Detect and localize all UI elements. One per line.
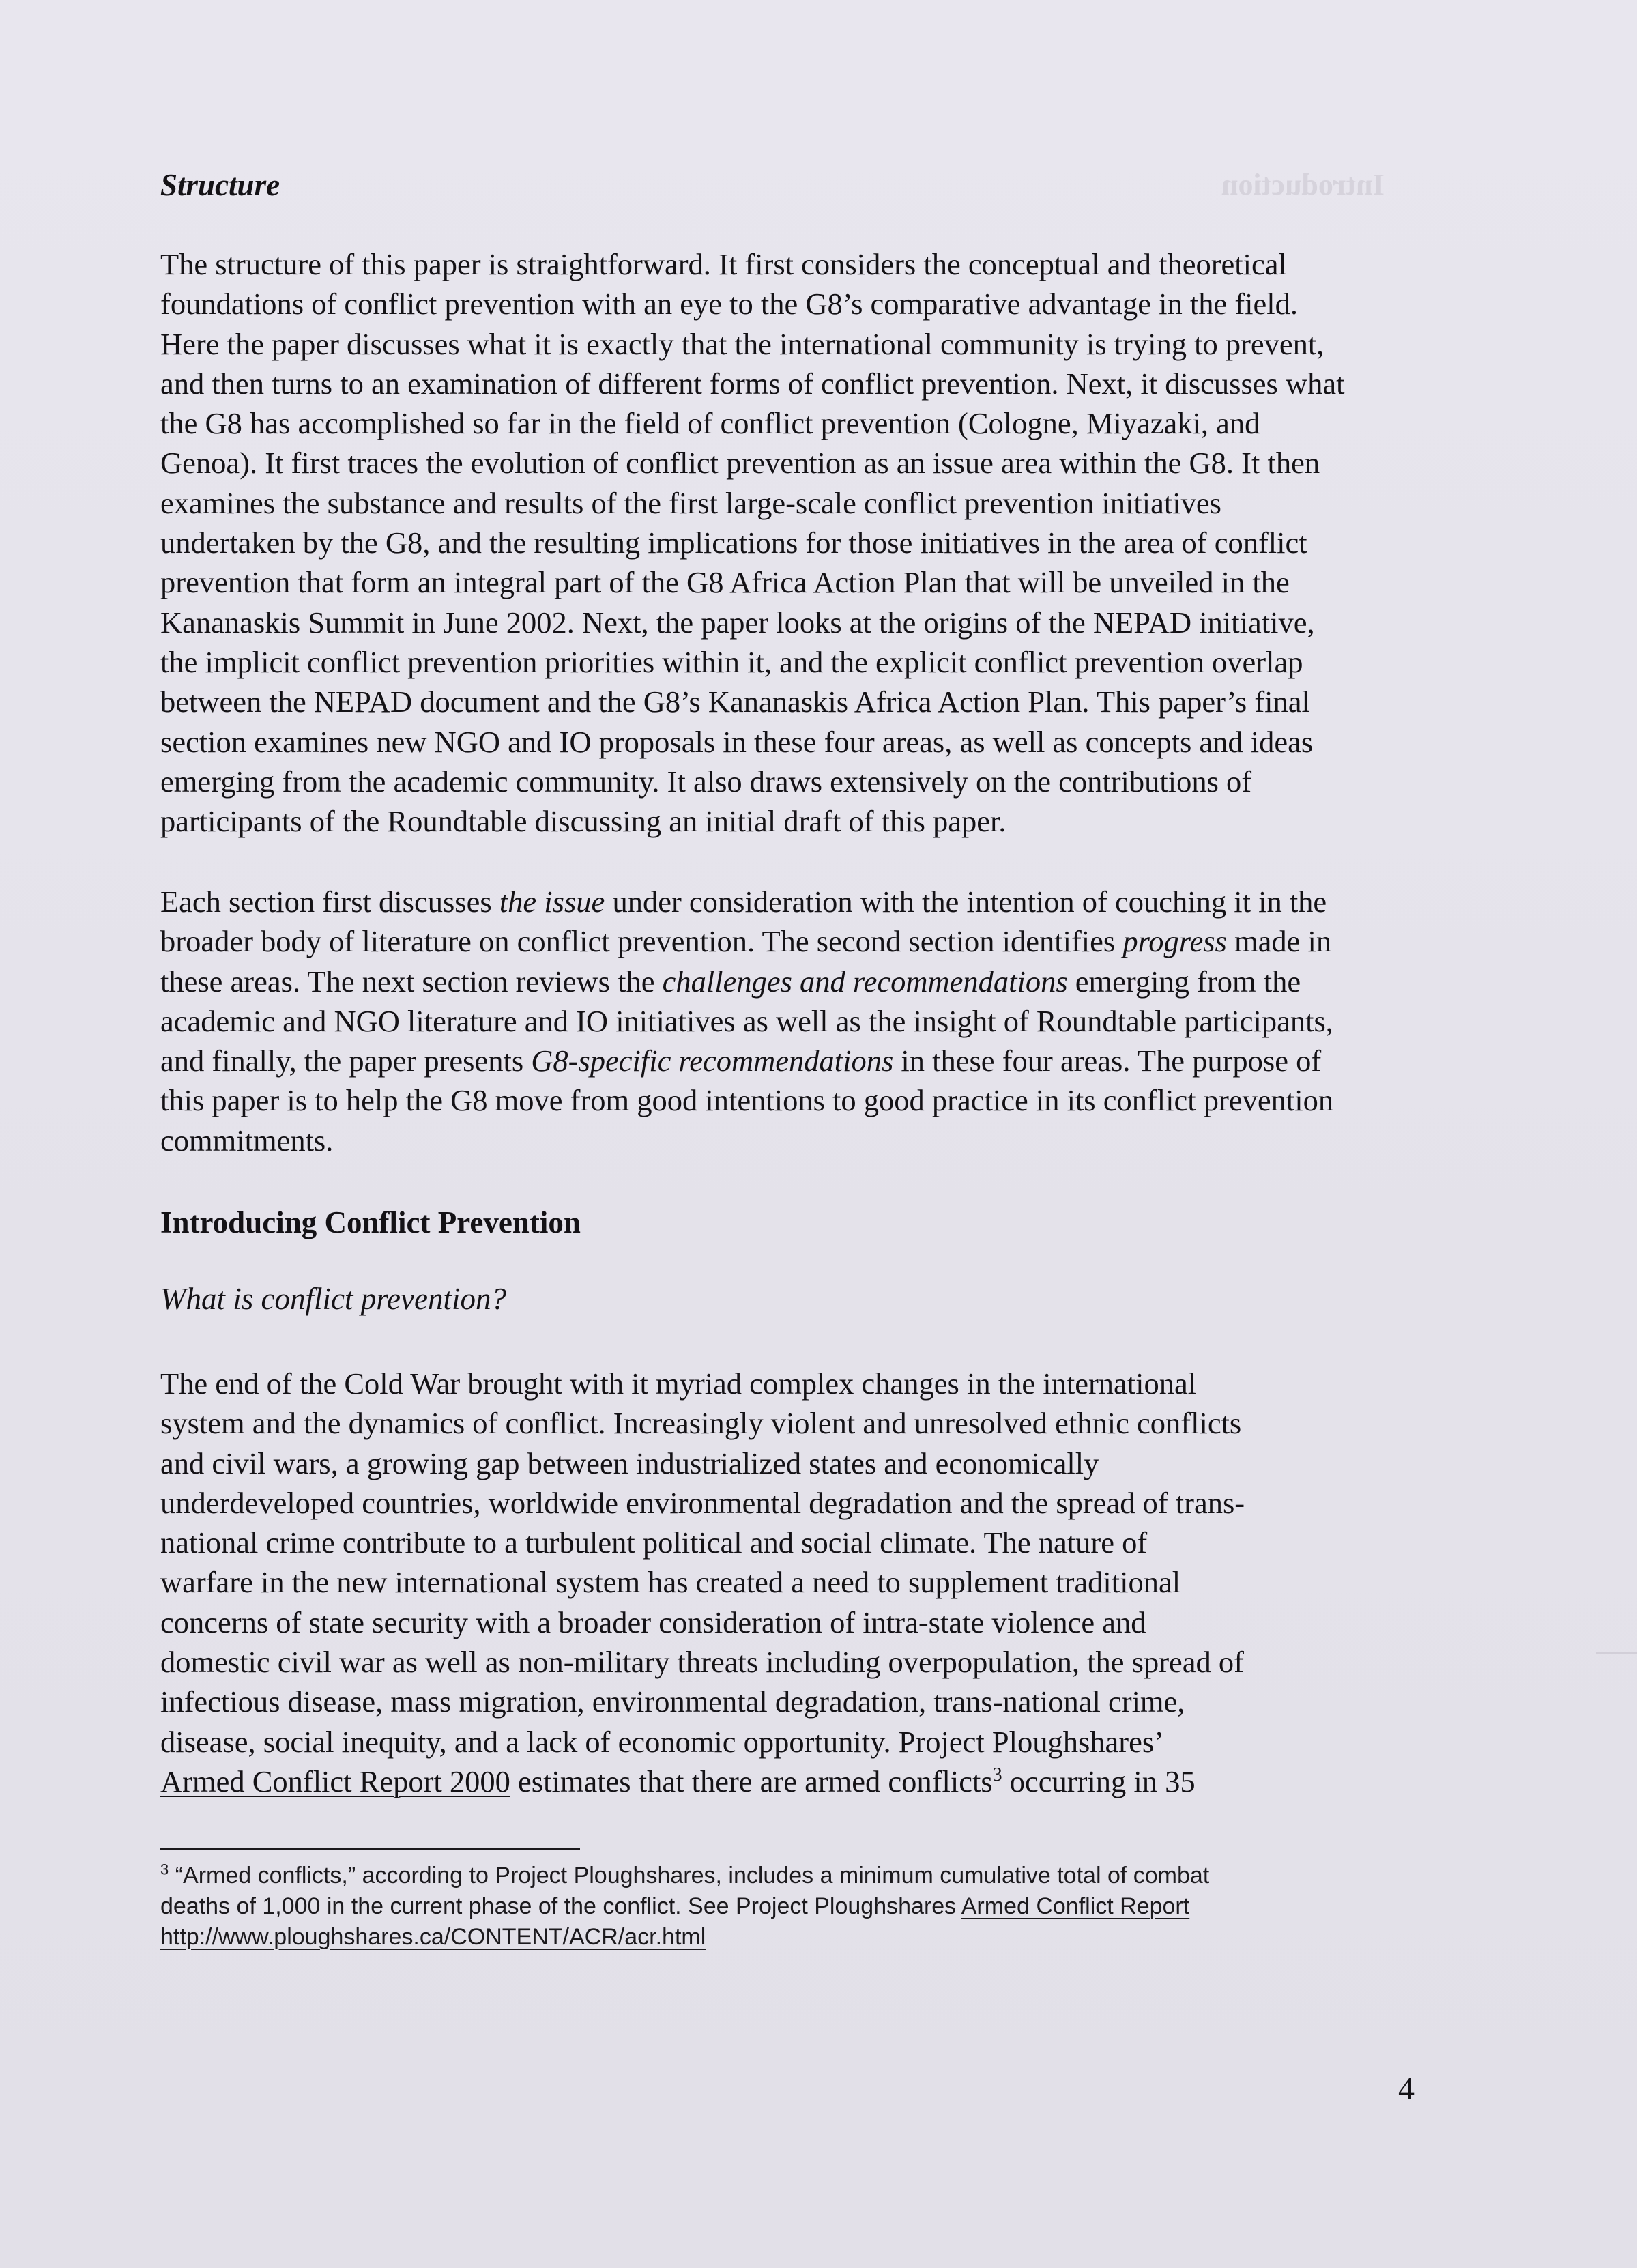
text-line: and civil wars, a growing gap between industrialized states and economically <box>160 1446 1099 1480</box>
text-line: the implicit conflict prevention priorities within it, and the explicit conflict prevention overlap <box>160 644 1303 679</box>
text-line: Kananaskis Summit in June 2002. Next, the paper looks at the origins of the NEPAD initiative, <box>160 605 1315 640</box>
footnote-marker: 3 <box>160 1861 169 1878</box>
text-line: section examines new NGO and IO proposals in these four areas, as well as concepts and ideas <box>160 724 1314 759</box>
page-number: 4 <box>1398 2071 1415 2107</box>
footnote-separator <box>160 1848 580 1850</box>
text-line: domestic civil war as well as non-military threats including overpopulation, the spread of <box>160 1645 1244 1680</box>
text-line: participants of the Roundtable discussing an initial draft of this paper. <box>160 804 1006 839</box>
section-heading: Introducing Conflict Prevention <box>160 1205 581 1239</box>
text-line: Here the paper discusses what it is exactly that the international community is trying to prevent, <box>160 326 1324 361</box>
footnote-ref: 3 <box>992 1764 1002 1786</box>
footnote-report-link[interactable]: Armed Conflict Report <box>961 1893 1190 1919</box>
structure-heading: Structure <box>160 168 280 202</box>
scan-mark <box>1596 1652 1637 1654</box>
intro-paragraph: The end of the Cold War brought with it myriad complex changes in the international system and the dynamics of conflict. Increasingly violent and unresolved ethnic conflicts and civil wars, a growing gap between industrialized states and economically underdeveloped countries, worldwide environmental degradation and the spread of trans- national crime contribute to a turbulent political and social climate. The nature of warfare in the new international system has created a need to supplement traditional concerns of state security with a broader consideration of intra-state violence and domestic civil war as well as non-military threats including overpopulation, the spread of infectious disease, mass migration, environmental degradation, trans-national crime, disease, social inequity, and a lack of economic opportunity. Project Ploughshares’ Armed Conflict Report 2000 estimates that there are armed conflicts$^3$ occurring in 35 <box>160 1364 1245 1801</box>
text-line: between the NEPAD document and the G8’s Kananaskis Africa Action Plan. This paper’s final <box>160 685 1310 719</box>
bleed-through-heading: Introduction <box>1221 168 1385 201</box>
report-title-link: Armed Conflict Report 2000 <box>160 1764 510 1798</box>
text-line: warfare in the new international system has created a need to supplement traditional <box>160 1565 1181 1600</box>
footnote-url-link[interactable]: http://www.ploughshares.ca/CONTENT/ACR/acr.html <box>160 1924 706 1950</box>
text-line: and then turns to an examination of different forms of conflict prevention. Next, it discusses what <box>160 366 1345 401</box>
text-line: prevention that form an integral part of the G8 Africa Action Plan that will be unveiled in the <box>160 565 1290 600</box>
sub-heading: What is conflict prevention? <box>160 1282 506 1316</box>
text-line: underdeveloped countries, worldwide environmental degradation and the spread of trans- <box>160 1485 1245 1520</box>
text-line: emerging from the academic community. It also draws extensively on the contributions of <box>160 764 1252 799</box>
text-line: the G8 has accomplished so far in the field of conflict prevention (Cologne, Miyazaki, and <box>160 406 1260 441</box>
text-line: examines the substance and results of the first large-scale conflict prevention initiatives <box>160 485 1221 520</box>
footnote: $^3$ “Armed conflicts,” according to Project Ploughshares, includes a minimum cumulative total of combat deaths of 1,000 in the current phase of the conflict. See Project Ploughshares Armed Conflict Report http://www.ploughshares.ca/CONTENT/ACR/acr.html <box>160 1861 1210 1950</box>
text-line: foundations of conflict prevention with an eye to the G8’s comparative advantage in the field. <box>160 287 1298 321</box>
structure-paragraph-2: Each section first discusses the issue under consideration with the intention of couching it in the broader body of literature on conflict prevention. The second section identifies progress made in these areas. The next section reviews the challenges and recommendations emerging from the academic and NGO literature and IO initiatives as well as the insight of Roundtable participants, and finally, the paper presents G8-specific recommendations in these four areas. The purpose of this paper is to help the G8 move from good intentions to good practice in its conflict prevention commitments. <box>160 885 1334 1158</box>
text-line: disease, social inequity, and a lack of economic opportunity. Project Ploughshares’ <box>160 1724 1164 1759</box>
text-line: concerns of state security with a broader consideration of intra-state violence and <box>160 1605 1146 1639</box>
structure-paragraph-1 <box>160 244 1344 841</box>
text-line: undertaken by the G8, and the resulting implications for those initiatives in the area of conflict <box>160 526 1307 560</box>
text-line: The structure of this paper is straightforward. It first considers the conceptual and theoretical <box>160 247 1287 281</box>
text-line: Genoa). It first traces the evolution of conflict prevention as an issue area within the G8. It then <box>160 446 1320 480</box>
text-line: system and the dynamics of conflict. Increasingly violent and unresolved ethnic conflicts <box>160 1406 1242 1441</box>
text-line: The end of the Cold War brought with it myriad complex changes in the international <box>160 1366 1197 1401</box>
text-line: infectious disease, mass migration, environmental degradation, trans-national crime, <box>160 1684 1185 1719</box>
text-line: national crime contribute to a turbulent political and social climate. The nature of <box>160 1525 1148 1560</box>
